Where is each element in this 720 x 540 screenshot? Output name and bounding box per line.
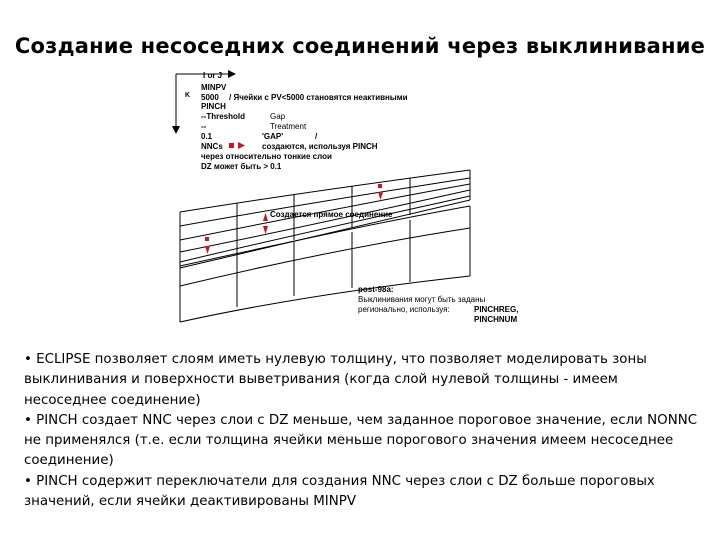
keyword-minpv-value: 5000: [201, 93, 219, 102]
keyword-gap-value: 'GAP': [262, 132, 284, 141]
regional-text-line2: регионально, используя:: [358, 305, 450, 314]
bullet-list: [24, 350, 704, 512]
nnc-marker-arrow: [238, 142, 245, 149]
pinchreg-keyword: PINCHREG,: [474, 305, 519, 314]
pinch-marker-left-arrow: [205, 246, 210, 254]
pinchnum-keyword: PINCHNUM: [474, 315, 518, 324]
axis-label-i-j: I or J: [203, 71, 223, 80]
direct-connection-label: Создается прямое соединение: [270, 210, 393, 219]
regional-text-line1: Выклинивания могут быть заданы: [358, 295, 486, 304]
bullet-item: • PINCH содержит переключатели для создания NNC через слои с DZ больше пороговых значений, если ячейки деактивированы MINPV: [24, 473, 655, 510]
keyword-minpv: MINPV: [201, 83, 227, 92]
axis-horizontal-arrowhead: [228, 70, 236, 78]
thin-layers-text: через относительно тонкие слои: [201, 152, 332, 161]
keyword-threshold-value: 0.1: [201, 132, 213, 141]
keyword-slash: /: [315, 132, 318, 141]
pinch-connection-right: [378, 184, 383, 200]
post98a-label: post-98a:: [358, 285, 394, 294]
keyword-threshold: --Threshold: [201, 112, 245, 121]
keyword-minpv-comment: / Ячейки с PV<5000 становятся неактивными: [229, 93, 408, 102]
upper-layer-line-3: [180, 190, 470, 252]
bullet-item: • PINCH создает NNC через слои с DZ меньше, чем заданное пороговое значение, если NONNC не применялся (т.е. если толщина ячейки меньше порогового значения имеем несоседнее соединение): [24, 412, 698, 469]
pinch-marker-left-square: [205, 237, 209, 241]
keyword-dashdash: --: [201, 122, 207, 131]
nncs-text: создаются, используя PINCH: [262, 142, 378, 151]
pinch-connection-left: [205, 237, 210, 254]
pinch-marker-mid-down: [263, 226, 268, 234]
page-title: Создание несоседних соединений через выклинивание: [14, 34, 706, 58]
axis-vertical-arrowhead: [172, 126, 180, 134]
bullet-item: • ECLIPSE позволяет слоям иметь нулевую толщину, что позволяет моделировать зоны выклинивания и поверхности выветривания (когда слой нулевой толщины - имеем несоседнее соединение): [24, 352, 647, 408]
axis-label-k: K: [185, 92, 191, 99]
upper-layer-line-4: [180, 196, 470, 262]
upper-layer-block: [180, 170, 470, 268]
keyword-pinch: PINCH: [201, 102, 226, 111]
pinch-marker-mid-up: [263, 213, 268, 221]
lower-middle-horizon: [180, 228, 470, 286]
pinch-marker-right-arrow: [378, 192, 383, 200]
keyword-gap: Gap: [270, 112, 286, 121]
nnc-marker-square: [229, 143, 234, 148]
nncs-label: NNCs: [201, 142, 223, 151]
pinch-marker-right-square: [378, 184, 382, 188]
dz-condition-text: DZ может быть > 0.1: [201, 162, 282, 171]
keyword-treatment: Treatment: [270, 122, 307, 131]
